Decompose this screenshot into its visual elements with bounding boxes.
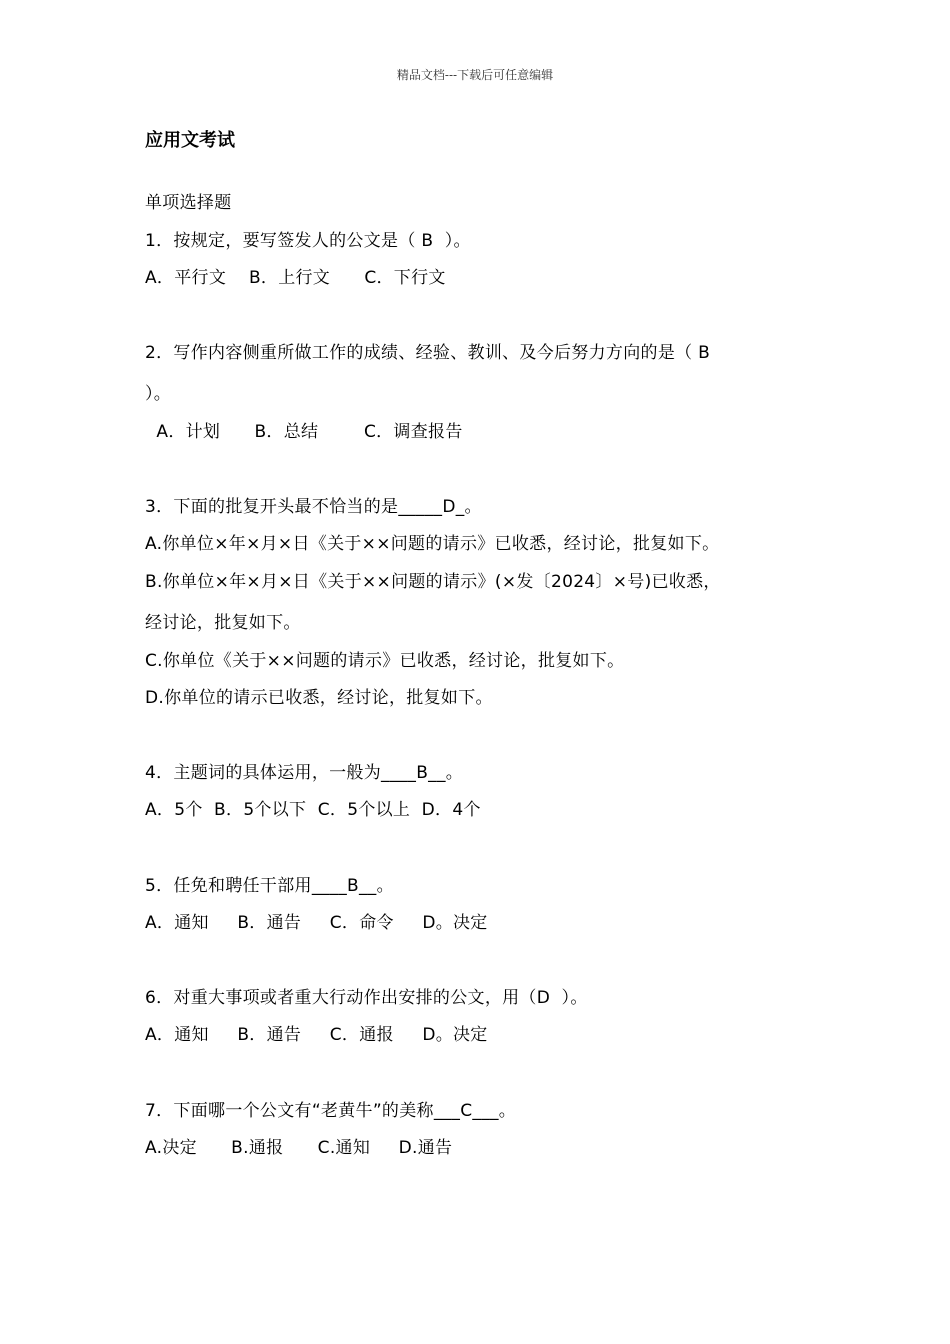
question-3: 3．下面的批复开头最不恰当的是_____D_。 xyxy=(145,497,482,517)
question-2: 2．写作内容侧重所做工作的成绩、经验、教训、及今后努力方向的是（ B xyxy=(145,343,711,363)
question-4-options: A．5个 B．5个以下 C．5个以上 D．4个 xyxy=(145,800,481,820)
question-4: 4．主题词的具体运用，一般为____B__。 xyxy=(145,763,464,783)
question-2-options: A．计划 B．总结 C．调查报告 xyxy=(145,422,463,442)
document-title: 应用文考试 xyxy=(145,130,235,151)
question-3-option-b: B.你单位×年×月×日《关于××问题的请示》(×发〔2024〕×号)已收悉， xyxy=(145,572,721,592)
question-5-options: A．通知 B．通告 C．命令 D。决定 xyxy=(145,913,488,933)
question-3-option-c: C.你单位《关于××问题的请示》已收悉，经讨论，批复如下。 xyxy=(145,651,625,671)
question-6-options: A．通知 B．通告 C．通报 D。决定 xyxy=(145,1025,488,1045)
question-1: 1．按规定，要写签发人的公文是（ B ）。 xyxy=(145,231,471,251)
question-7-options: A.决定 B.通报 C.通知 D.通告 xyxy=(145,1138,453,1158)
question-2-continued: ）。 xyxy=(145,384,172,404)
section-heading: 单项选择题 xyxy=(145,193,232,213)
question-5: 5．任免和聘任干部用____B__。 xyxy=(145,876,394,896)
question-3-option-b-continued: 经讨论，批复如下。 xyxy=(145,613,301,633)
question-6: 6．对重大事项或者重大行动作出安排的公文，用（D ）。 xyxy=(145,988,588,1008)
page-header: 精品文档---下载后可任意编辑 xyxy=(396,68,554,82)
question-7: 7．下面哪一个公文有“老黄牛”的美称___C___。 xyxy=(145,1101,517,1121)
question-3-option-a: A.你单位×年×月×日《关于××问题的请示》已收悉，经讨论，批复如下。 xyxy=(145,534,720,554)
question-3-option-d: D.你单位的请示已收悉，经讨论，批复如下。 xyxy=(145,688,493,708)
question-1-options: A．平行文 B．上行文 C．下行文 xyxy=(145,268,446,288)
